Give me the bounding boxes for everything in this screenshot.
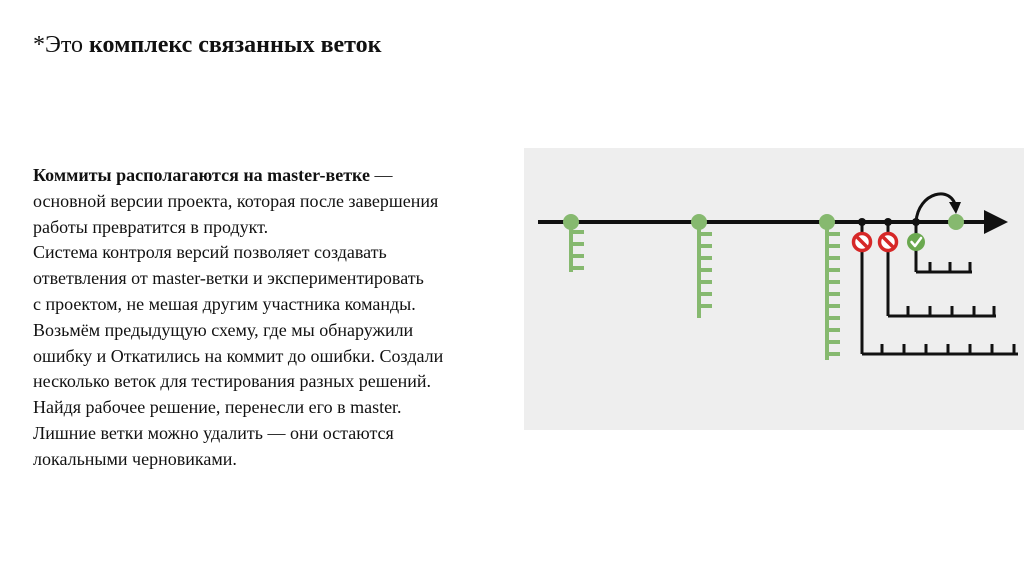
branch-diagram-svg xyxy=(524,148,1024,430)
commit-branch-3 xyxy=(827,222,840,360)
commit-node-2 xyxy=(691,214,707,230)
body-line-7: Возьмём предыдущую схему, где мы обнаружили xyxy=(33,319,414,340)
test-branch-middle xyxy=(888,222,996,316)
intro-bold: Коммиты располагаются на master-ветке xyxy=(33,165,370,185)
body-line-12: локальными черновиками. xyxy=(33,448,237,469)
body-line-3: работы превратится в продукт. xyxy=(33,216,269,237)
blocked-icon xyxy=(880,234,897,251)
body-line-5: ответвления от master-ветки и экспериментировать xyxy=(33,268,424,289)
body-text xyxy=(33,163,533,473)
body-line-6: с проектом, не мешая другим участника команды. xyxy=(33,293,416,314)
body-line-9: несколько веток для тестирования разных решений. xyxy=(33,371,432,392)
body-line-1 xyxy=(33,163,533,189)
intro-tail: — xyxy=(369,165,393,185)
test-branch-short xyxy=(916,222,972,272)
slide-title xyxy=(33,30,381,60)
body-line-4: Система контроля версий позволяет создавать xyxy=(33,242,387,263)
commit-branch-2 xyxy=(699,222,712,318)
body-line-2: основной версии проекта, которая после завершения xyxy=(33,190,439,211)
body-line-8: ошибку и Откатились на коммит до ошибки. Создали xyxy=(33,345,444,366)
title-bold: комплекс связанных веток xyxy=(89,32,382,58)
merged-commit-node xyxy=(948,214,964,230)
master-arrowhead xyxy=(984,210,1008,234)
junction-dot-2 xyxy=(884,218,892,226)
branch-diagram xyxy=(524,148,1024,430)
commit-node-1 xyxy=(563,214,579,230)
body-line-11: Лишние ветки можно удалить — они остаются xyxy=(33,422,394,443)
body-line-10: Найдя рабочее решение, перенесли его в master. xyxy=(33,397,402,418)
junction-dot-1 xyxy=(858,218,866,226)
check-icon xyxy=(907,233,925,251)
blocked-icon xyxy=(854,234,871,251)
commit-node-3 xyxy=(819,214,835,230)
title-prefix: *Это xyxy=(33,32,90,58)
